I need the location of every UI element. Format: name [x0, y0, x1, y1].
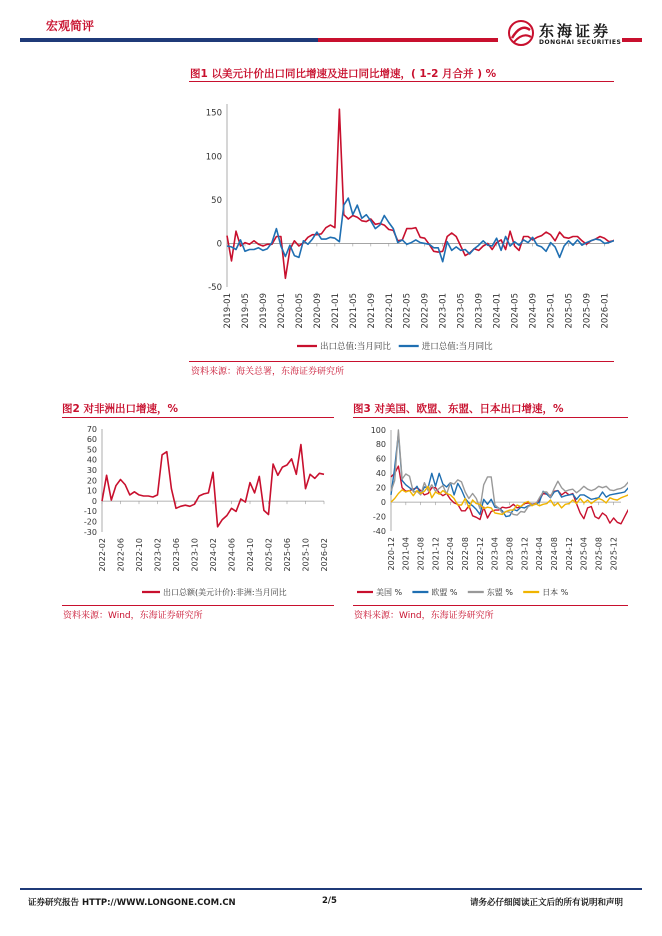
x-tick-label: 2022-09	[420, 293, 431, 329]
figure-3-chart	[353, 420, 628, 604]
y-tick-label: 70	[86, 424, 97, 434]
company-logo	[506, 18, 624, 50]
figure-2-source-rule	[62, 605, 334, 606]
x-tick-label: 2022-01	[384, 293, 395, 329]
x-tick-label: 2026-01	[600, 293, 611, 329]
series-line-1	[227, 109, 614, 278]
x-tick-label: 2021-05	[348, 293, 359, 329]
legend-label: 出口总额(美元计价):非洲:当月同比	[163, 588, 287, 598]
figure-2-title: 图2 对非洲出口增速，%	[62, 403, 178, 415]
x-tick-label: 2025-08	[594, 537, 604, 571]
x-tick-label: 2021-12	[431, 537, 441, 571]
figure-1-chart	[189, 84, 614, 360]
figure-1-source: 资料来源：海关总署，东海证券研究所	[191, 367, 345, 377]
x-tick-label: 2025-12	[609, 537, 619, 571]
y-tick-label: -10	[83, 507, 97, 517]
y-tick-label: -40	[372, 526, 386, 536]
legend-label: 美国 %	[376, 588, 403, 598]
figure-2-title-rule	[62, 417, 334, 418]
y-tick-label: 40	[86, 455, 97, 465]
x-tick-label: 2019-09	[258, 293, 269, 329]
y-tick-label: 50	[211, 195, 222, 206]
figure-1-title: 图1 以美元计价出口同比增速及进口同比增速，( 1-2 月合并 ) %	[190, 68, 497, 80]
footer-disclaimer: 请务必仔细阅读正文后的所有说明和声明	[470, 898, 624, 908]
figure-2-source: 资料来源：Wind，东海证券研究所	[63, 611, 203, 621]
x-tick-label: 2025-02	[264, 538, 274, 572]
x-tick-label: 2024-02	[208, 538, 218, 572]
x-tick-label: 2022-10	[134, 538, 144, 572]
logo-english-name: DONGHAI SECURITIES	[539, 39, 622, 46]
x-tick-label: 2024-08	[550, 537, 560, 571]
y-tick-label: 50	[86, 445, 97, 455]
y-tick-label: 10	[86, 486, 97, 496]
x-tick-label: 2026-02	[319, 538, 329, 572]
x-tick-label: 2024-06	[227, 538, 237, 572]
footer-page-number: 2/5	[322, 896, 337, 906]
x-tick-label: 2021-09	[366, 293, 377, 329]
x-tick-label: 2019-05	[240, 293, 251, 329]
x-tick-label: 2022-08	[460, 537, 470, 571]
x-tick-label: 2024-05	[510, 293, 521, 329]
x-tick-label: 2022-12	[475, 537, 485, 571]
y-tick-label: -30	[83, 527, 97, 537]
legend-label: 出口总值:当月同比	[320, 342, 391, 353]
x-tick-label: 2025-09	[582, 293, 593, 329]
x-tick-label: 2025-06	[282, 538, 292, 572]
series-line-1	[102, 445, 324, 527]
x-tick-label: 2021-01	[330, 293, 341, 329]
figure-3-title-rule	[353, 417, 628, 418]
y-tick-label: 100	[205, 152, 222, 163]
x-tick-label: 2023-12	[520, 537, 530, 571]
header-rule-red-end	[622, 38, 642, 42]
x-tick-label: 2024-09	[528, 293, 539, 329]
report-section-title: 宏观简评	[46, 19, 95, 33]
x-tick-label: 2023-01	[438, 293, 449, 329]
y-tick-label: 60	[375, 454, 386, 464]
header-rule-blue	[20, 38, 318, 42]
header-rule-red	[318, 38, 498, 42]
figure-3-source: 资料来源：Wind，东海证券研究所	[354, 611, 494, 621]
y-tick-label: 20	[375, 483, 386, 493]
x-tick-label: 2022-05	[402, 293, 413, 329]
x-tick-label: 2020-05	[294, 293, 305, 329]
legend-label: 欧盟 %	[431, 588, 458, 598]
x-tick-label: 2025-04	[579, 537, 589, 571]
x-tick-label: 2022-02	[97, 538, 107, 572]
x-tick-label: 2021-04	[401, 537, 411, 571]
y-tick-label: 80	[375, 440, 386, 450]
figure-3-title: 图3 对美国、欧盟、东盟、日本出口增速，%	[353, 403, 564, 415]
y-tick-label: -20	[372, 512, 386, 522]
legend-label: 东盟 %	[486, 588, 513, 598]
x-tick-label: 2024-12	[564, 537, 574, 571]
y-tick-label: -20	[83, 517, 97, 527]
y-tick-label: 100	[370, 425, 386, 435]
x-tick-label: 2024-04	[535, 537, 545, 571]
figure-3-source-rule	[353, 605, 628, 606]
series-line-2	[227, 198, 614, 262]
x-tick-label: 2022-04	[446, 537, 456, 571]
x-tick-label: 2023-06	[171, 538, 181, 572]
y-tick-label: 40	[375, 469, 386, 479]
x-tick-label: 2025-10	[301, 538, 311, 572]
legend-label: 日本 %	[542, 588, 569, 598]
y-tick-label: 20	[86, 476, 97, 486]
x-tick-label: 2019-01	[222, 293, 233, 329]
x-tick-label: 2023-10	[190, 538, 200, 572]
figure-1-title-rule	[189, 81, 614, 82]
y-tick-label: 60	[86, 435, 97, 445]
x-tick-label: 2025-05	[564, 293, 575, 329]
legend-label: 进口总值:当月同比	[421, 342, 493, 353]
figure-2-chart	[62, 420, 334, 604]
x-tick-label: 2022-06	[116, 538, 126, 572]
x-tick-label: 2023-09	[474, 293, 485, 329]
x-tick-label: 2020-12	[386, 537, 396, 571]
x-tick-label: 2023-04	[490, 537, 500, 571]
y-tick-label: 0	[380, 497, 386, 507]
y-tick-label: -50	[208, 282, 222, 293]
footer-report-site: 证券研究报告 HTTP://WWW.LONGONE.COM.CN	[28, 898, 236, 908]
y-tick-label: 30	[86, 466, 97, 475]
footer-rule	[20, 888, 642, 890]
x-tick-label: 2020-09	[312, 293, 323, 329]
logo-chinese-name: 东海证券	[539, 22, 612, 40]
x-tick-label: 2024-10	[245, 538, 255, 572]
y-tick-label: 0	[216, 239, 222, 250]
x-tick-label: 2020-01	[276, 293, 287, 329]
x-tick-label: 2023-05	[456, 293, 467, 329]
figure-1-source-rule	[189, 361, 614, 362]
x-tick-label: 2025-01	[546, 293, 557, 329]
logo-mark-icon	[506, 18, 536, 48]
y-tick-label: 150	[205, 108, 222, 119]
x-tick-label: 2021-08	[416, 537, 426, 571]
x-tick-label: 2024-01	[492, 293, 503, 329]
y-tick-label: 0	[91, 496, 97, 506]
x-tick-label: 2023-08	[505, 537, 515, 571]
x-tick-label: 2023-02	[153, 538, 163, 572]
